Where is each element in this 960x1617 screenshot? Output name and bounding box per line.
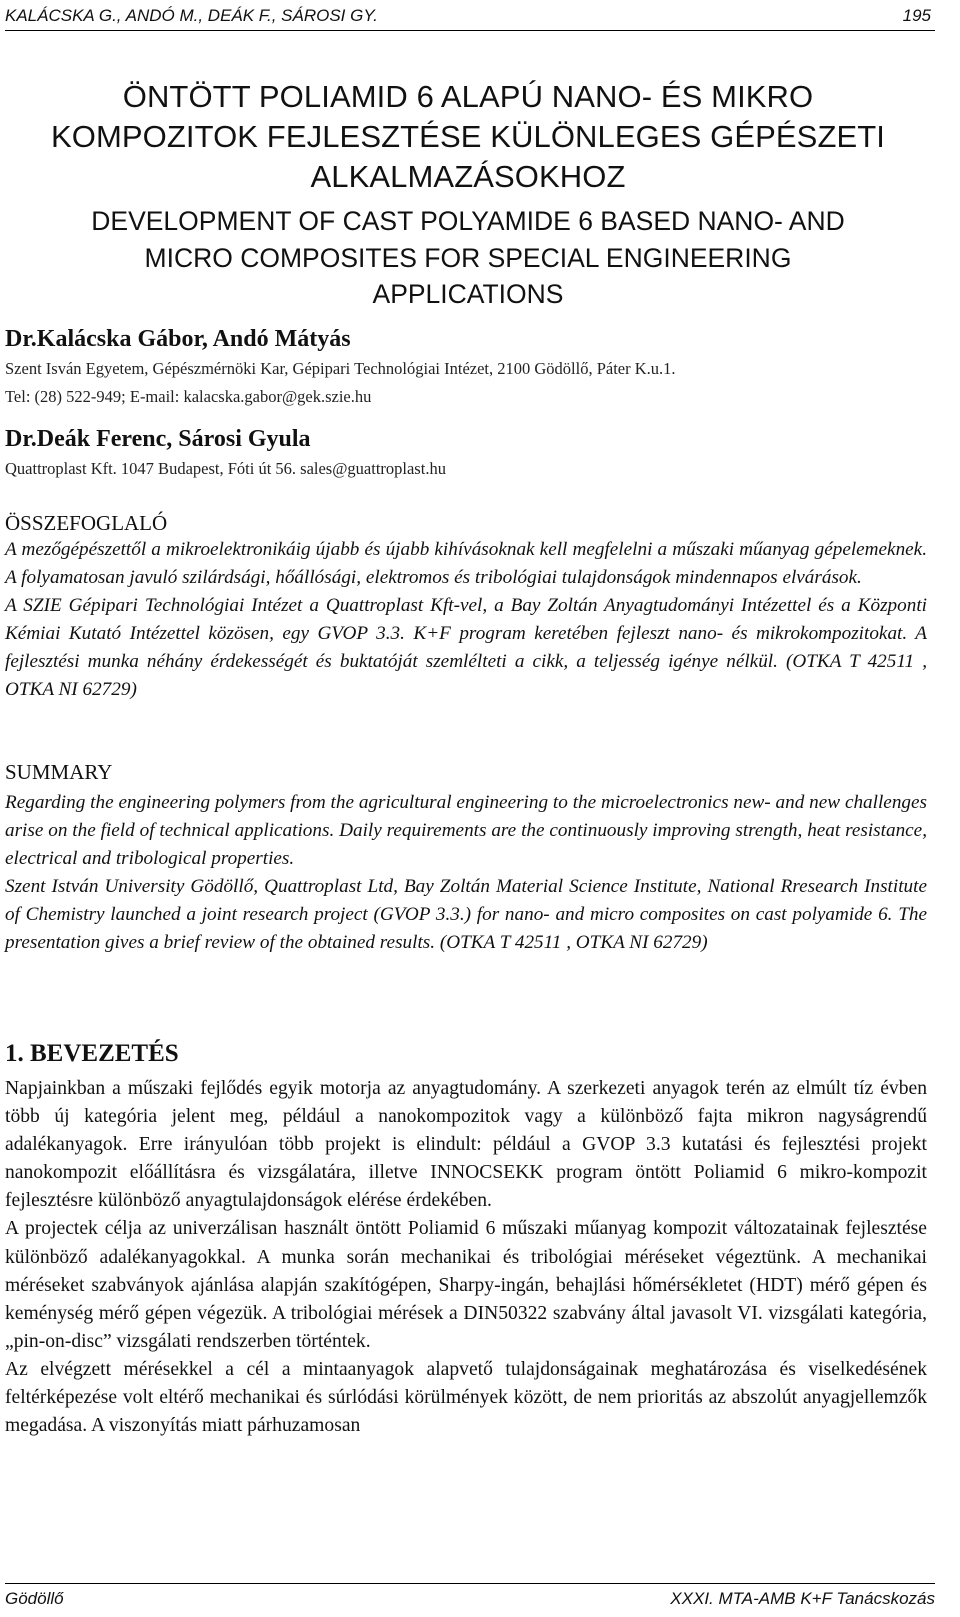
title-hungarian	[0, 77, 936, 197]
bevezetes-heading: 1. BEVEZETÉS	[5, 1040, 179, 1067]
footer-conference: XXXI. MTA-AMB K+F Tanácskozás	[670, 1589, 935, 1608]
paragraph: A projectek célja az univerzálisan használt öntött Poliamid 6 műszaki műanyag kompozit változatainak fejlesztése különböző adalékanyagokkal. A munka során mechanikai és tribológiai méréseket végeztünk. A mechanikai méréseket szabványok ajánlása alapján szakítógépen, Sharpy-ingán, behajlási hőmérsékletet (HDT) mérő gépen és keménység mérő gépen végezük. A tribológiai mérések a DIN50322 szabvány által javasolt VI. vizsgálati kategória, „pin-on-disc” vizsgálati rendszerben történtek.	[5, 1218, 927, 1352]
osszefoglalo-heading: ÖSSZEFOGLALÓ	[5, 511, 168, 535]
author-affiliation-1	[5, 355, 676, 411]
affiliation-line: Szent Isván Egyetem, Gépészmérnöki Kar, Gépipari Technológiai Intézet, 2100 Gödöllő, Páter K.u.1.	[5, 359, 676, 378]
header-authors: KALÁCSKA G., ANDÓ M., DEÁK F., SÁROSI GY.	[5, 6, 378, 25]
running-header	[5, 4, 935, 31]
title-hu-line: ALKALMAZÁSOKHOZ	[310, 159, 626, 194]
paragraph: Napjainkban a műszaki fejlődés egyik motorja az anyagtudomány. A szerkezeti anyagok terén az elmúlt tíz évben több új kategória jelent meg, például a nanokompozitok vagy a különböző fajta mikron nagyságrendű adalékanyagok. Erre irányulóan több projekt is elindult: például a GVOP 3.3 kutatási és fejlesztési projekt nanokompozit előállításra és vizsgálatára, illetve INNOCSEKK program öntött Poliamid 6 mikro-kompozit fejlesztésre különböző anyagtulajdonságok elérése érdekében.	[5, 1078, 927, 1212]
title-en-line: APPLICATIONS	[372, 279, 564, 309]
author-affiliation-2	[5, 455, 446, 483]
author-names-2: Dr.Deák Ferenc, Sárosi Gyula	[5, 426, 311, 452]
bevezetes-body	[5, 1075, 927, 1440]
contact-line: Tel: (28) 522-949; E-mail: kalacska.gabor@gek.szie.hu	[5, 387, 372, 406]
title-hu-line: ÖNTÖTT POLIAMID 6 ALAPÚ NANO- ÉS MIKRO	[122, 79, 814, 114]
summary-body	[5, 789, 927, 958]
title-hu-line: KOMPOZITOK FEJLESZTÉSE KÜLÖNLEGES GÉPÉSZETI	[50, 119, 886, 154]
osszefoglalo-body	[5, 536, 927, 705]
paragraph: Szent István University Gödöllő, Quattroplast Ltd, Bay Zoltán Material Science Institute, National Rresearch Institute of Chemistry launched a joint research project (GVOP 3.3.) for nano- and micro composites on cast polyamide 6. The presentation gives a brief review of the obtained results. (OTKA T 42511 , OTKA NI 62729)	[5, 876, 927, 954]
page-number: 195	[902, 6, 931, 25]
paragraph: A mezőgépészettől a mikroelektronikáig újabb és újabb kihívásoknak kell megfelelni a műszaki műanyag gépelemeknek. A folyamatosan javuló szilárdsági, hőállósági, elektromos és tribológiai tulajdonságok mindennapos elvárások.	[5, 539, 927, 589]
author-names-1: Dr.Kalácska Gábor, Andó Mátyás	[5, 326, 351, 352]
affiliation-line: Quattroplast Kft. 1047 Budapest, Fóti út 56. sales@guattroplast.hu	[5, 459, 446, 478]
title-en-line: MICRO COMPOSITES FOR SPECIAL ENGINEERING	[144, 242, 792, 273]
title-en-line: DEVELOPMENT OF CAST POLYAMIDE 6 BASED NANO- AND	[91, 206, 845, 236]
summary-heading: SUMMARY	[5, 760, 113, 784]
title-english	[0, 203, 936, 313]
paragraph: A SZIE Gépipari Technológiai Intézet a Quattroplast Kft-vel, a Bay Zoltán Anyagtudományi Intézettel és a Központi Kémiai Kutató Intézettel közösen, egy GVOP 3.3. K+F program keretében fejleszt nano- és mikrokompozitokat. A fejlesztési munka néhány érdekességét és buktatóját szemlélteti a cikk, a teljesség igénye nélkül. (OTKA T 42511 , OTKA NI 62729)	[5, 595, 927, 701]
paragraph: Az elvégzett mérésekkel a cél a mintaanyagok alapvető tulajdonságainak meghatározása és viselkedésének feltérképezése volt eltérő mechanikai és súrlódási körülmények között, de nem prioritás az abszolút anyagjellemzők megadása. A viszonyítás miatt párhuzamosan	[5, 1358, 927, 1437]
running-footer	[5, 1583, 935, 1614]
footer-location: Gödöllő	[5, 1589, 64, 1608]
paragraph: Regarding the engineering polymers from the agricultural engineering to the microelectronics new- and new challenges arise on the field of technical applications. Daily requirements are the continuously improving strength, heat resistance, electrical and tribological properties.	[5, 792, 927, 870]
